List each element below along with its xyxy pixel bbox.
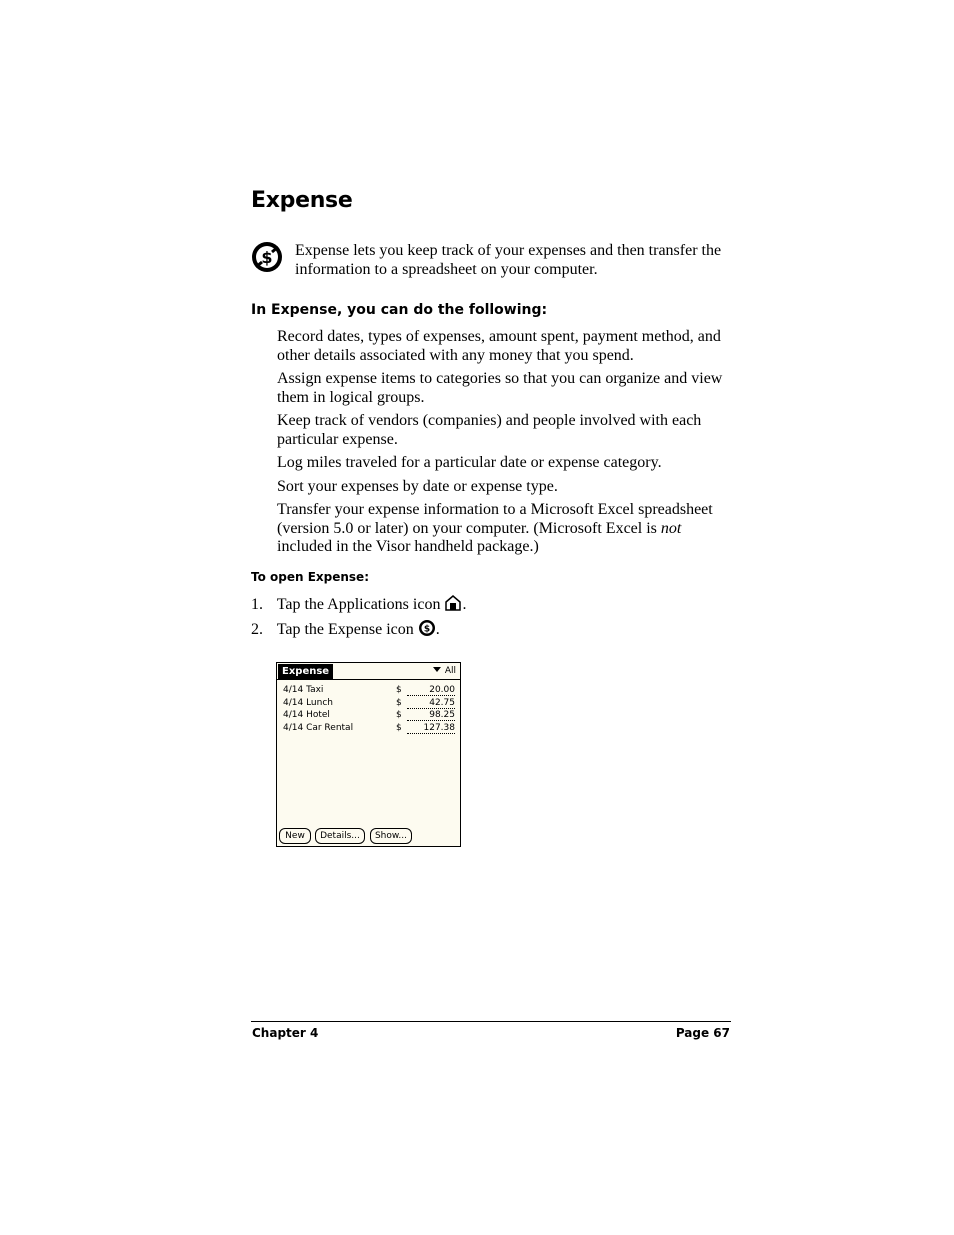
category-label: All bbox=[444, 666, 456, 676]
table-row[interactable] bbox=[283, 709, 453, 721]
list-item: Log miles traveled for a particular date or expense category. bbox=[277, 454, 662, 471]
list-item-text: Transfer your expense information to a Microsoft Excel spreadsheet (version 5.0 or later) on your computer. (Microsoft Excel is bbox=[277, 501, 713, 537]
details-button[interactable]: Details... bbox=[315, 828, 365, 844]
title-divider bbox=[277, 679, 460, 680]
step-1 bbox=[251, 594, 466, 614]
expense-description: 4/14 Taxi bbox=[283, 685, 324, 695]
expense-description: 4/14 Hotel bbox=[283, 710, 330, 720]
expense-amount[interactable]: 127.38 bbox=[407, 722, 455, 734]
new-button[interactable]: New bbox=[279, 828, 311, 844]
intro-paragraph: Expense lets you keep track of your expenses and then transfer the information to a spreadsheet on your computer. bbox=[295, 242, 722, 278]
currency-symbol: $ bbox=[396, 722, 402, 733]
table-row[interactable] bbox=[283, 722, 453, 734]
footer-chapter: Chapter 4 bbox=[252, 1026, 319, 1040]
step-number: 2. bbox=[251, 621, 263, 638]
expense-amount[interactable]: 98.25 bbox=[407, 709, 455, 721]
list-item: Sort your expenses by date or expense type. bbox=[277, 477, 558, 495]
table-row[interactable] bbox=[283, 697, 453, 709]
expense-description: 4/14 Lunch bbox=[283, 697, 333, 708]
footer-page: Page 67 bbox=[675, 1026, 730, 1040]
list-item-tail: included in the Visor handheld package.) bbox=[277, 538, 539, 555]
step-text: Tap the Expense icon bbox=[276, 621, 414, 638]
expense-description: 4/14 Car Rental bbox=[283, 722, 354, 733]
table-row[interactable] bbox=[283, 684, 453, 696]
show-button[interactable]: Show... bbox=[370, 828, 412, 844]
triangle-down-icon bbox=[433, 667, 441, 672]
svg-text:$: $ bbox=[423, 624, 430, 635]
currency-symbol: $ bbox=[396, 710, 402, 720]
currency-symbol: $ bbox=[396, 685, 402, 695]
expense-amount[interactable]: 42.75 bbox=[407, 697, 455, 709]
expense-icon bbox=[250, 240, 284, 274]
currency-symbol: $ bbox=[396, 697, 402, 708]
list-item bbox=[277, 501, 732, 557]
screen-title: Expense bbox=[278, 664, 333, 679]
category-picker[interactable] bbox=[433, 665, 456, 677]
step-number: 1. bbox=[251, 596, 263, 613]
expense-icon bbox=[418, 619, 436, 637]
feature-list bbox=[277, 328, 732, 562]
expense-amount[interactable]: 20.00 bbox=[407, 684, 455, 696]
features-heading: In Expense, you can do the following: bbox=[251, 302, 548, 318]
emphasis: not bbox=[660, 519, 682, 537]
expense-screen bbox=[276, 662, 461, 847]
svg-text:$: $ bbox=[261, 248, 273, 267]
applications-icon bbox=[444, 594, 462, 612]
period: . bbox=[462, 596, 467, 613]
list-item: Assign expense items to categories so that you can organize and view them in logical groups. bbox=[277, 370, 723, 406]
page-title: Expense bbox=[251, 188, 353, 213]
step-text: Tap the Applications icon bbox=[276, 596, 441, 613]
period: . bbox=[435, 621, 440, 638]
open-heading: To open Expense: bbox=[251, 570, 369, 584]
step-2 bbox=[251, 619, 440, 639]
list-item: Record dates, types of expenses, amount spent, payment method, and other details associated with any money that you spend. bbox=[277, 328, 721, 364]
list-item: Keep track of vendors (companies) and people involved with each particular expense. bbox=[277, 412, 702, 448]
footer-divider bbox=[251, 1021, 731, 1022]
